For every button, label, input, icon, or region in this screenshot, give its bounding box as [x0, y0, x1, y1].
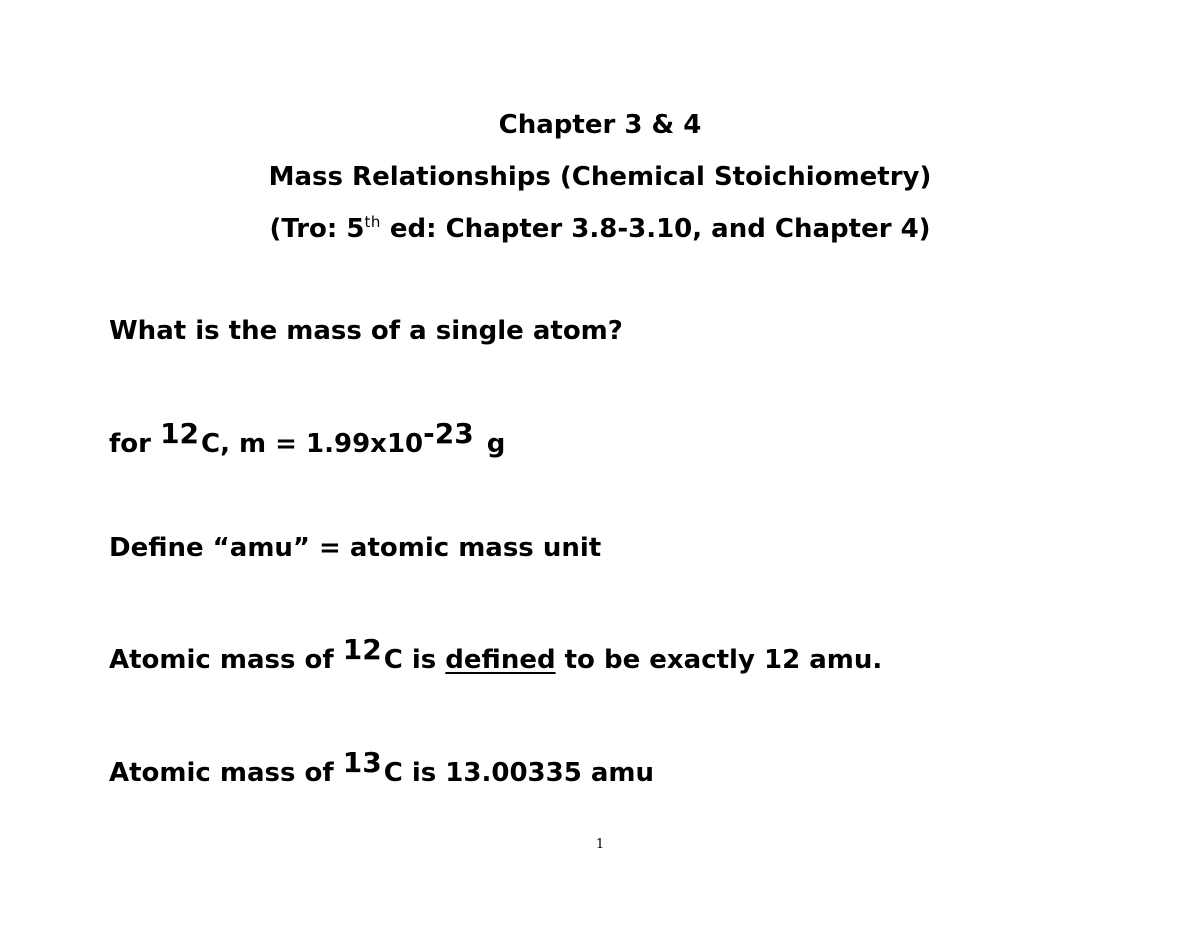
carbon12-atomic-prefix: Atomic mass of	[109, 645, 343, 675]
exponent: -23	[423, 417, 474, 450]
isotope-number: 13	[342, 746, 382, 779]
carbon12-atomic-mass-line	[109, 633, 883, 675]
reference-suffix: ed: Chapter 3.8-3.10, and Chapter 4)	[380, 214, 931, 244]
defined-emphasis: defined	[445, 645, 556, 675]
carbon12-mass-middle: C, m = 1.99x10	[201, 429, 424, 459]
chapter-title: Chapter 3 & 4	[498, 110, 702, 140]
carbon12-mass-prefix: for	[109, 429, 161, 459]
amu-definition-line: Define “amu” = atomic mass unit	[109, 533, 602, 563]
carbon12-mass-suffix: g	[477, 429, 506, 459]
subtitle: Mass Relationships (Chemical Stoichiometry)	[268, 162, 932, 192]
carbon12-mass-line	[109, 417, 506, 459]
edition-superscript: th	[364, 213, 381, 231]
carbon12-atomic-suffix: to be exactly 12 amu.	[555, 645, 883, 675]
carbon12-atomic-middle: C is	[383, 645, 446, 675]
textbook-reference	[0, 214, 1200, 244]
isotope-number: 12	[342, 633, 382, 666]
carbon13-atomic-mass-line	[109, 746, 655, 788]
isotope-number: 12	[160, 417, 200, 450]
carbon13-atomic-prefix: Atomic mass of	[109, 758, 343, 788]
reference-prefix: (Tro: 5	[269, 214, 365, 244]
question-line: What is the mass of a single atom?	[109, 316, 623, 346]
carbon13-atomic-suffix: C is 13.00335 amu	[383, 758, 655, 788]
page-number: 1	[595, 837, 605, 852]
